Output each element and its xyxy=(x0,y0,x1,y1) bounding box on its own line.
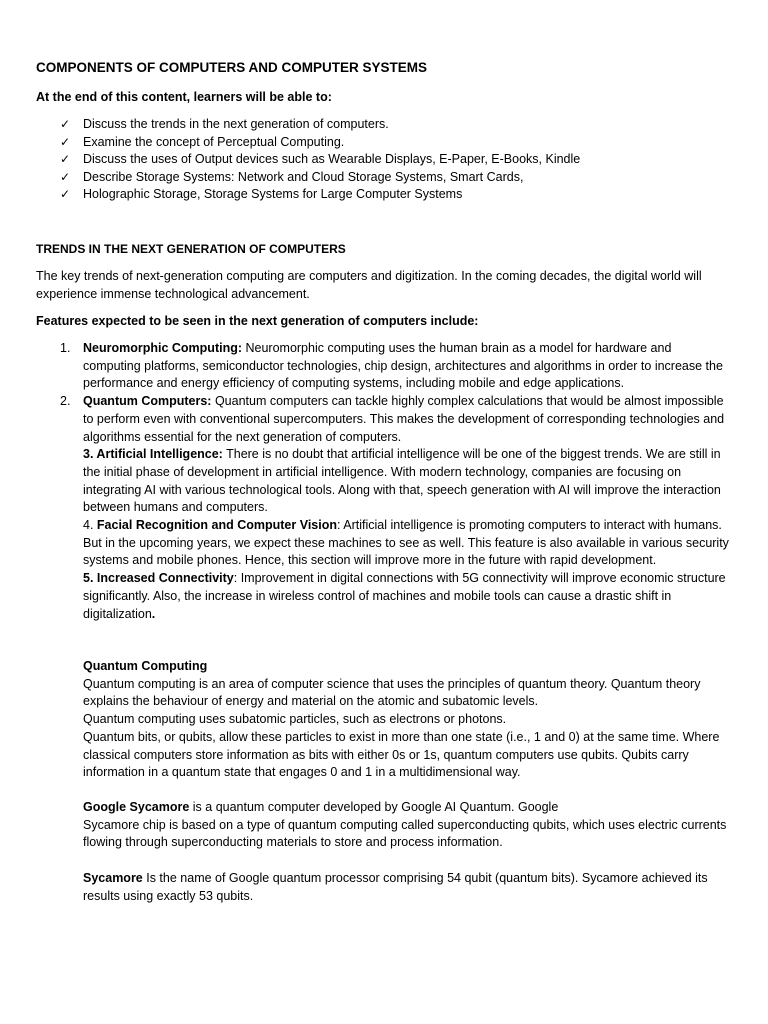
checkmark-icon: ✓ xyxy=(60,152,71,167)
paragraph: Quantum computing uses subatomic particles, such as electrons or photons. xyxy=(83,712,507,727)
list-item xyxy=(60,340,732,393)
list-item xyxy=(60,134,760,152)
paragraph: Sycamore chip is based on a type of quantum computing called superconducting qubits, which uses electric currents flowing through superconducting materials to store and process information. xyxy=(83,817,727,850)
checkmark-icon: ✓ xyxy=(60,169,71,184)
term: Google Sycamore xyxy=(83,800,190,814)
item-end: . xyxy=(151,606,156,621)
item-text: : Artificial intelligence is promoting computers to interact with humans. But in the upcoming years, we expect these machines to see as well. This feature is also available in various security systems and mobile phones. Hence, this section will improve more in the future with rapid development. xyxy=(83,518,729,568)
paragraph: is a quantum computer developed by Google AI Quantum. Google xyxy=(189,800,559,814)
item-text: Neuromorphic computing uses the human brain as a model for hardware and computing platforms, semiconductor technologies, chip design, architectures and algorithms in order to increase the performance and energy efficiency of computing systems, including mobile and edge applications. xyxy=(83,341,723,391)
list-item xyxy=(60,116,760,134)
objective-text: Discuss the uses of Output devices such as Wearable Displays, E-Paper, E-Books, Kindle xyxy=(83,152,581,167)
objective-text: Examine the concept of Perceptual Computing. xyxy=(83,134,345,149)
item-title: 3. Artificial Intelligence: xyxy=(83,447,223,462)
list-item xyxy=(60,186,760,204)
list-item xyxy=(60,446,732,517)
checkmark-icon: ✓ xyxy=(60,117,71,131)
list-item xyxy=(60,169,760,187)
item-number: 2. xyxy=(60,394,71,409)
paragraph: Is the name of Google quantum processor comprising 54 qubit (quantum bits). Sycamore achieved its results using exactly 53 qubits. xyxy=(83,871,708,903)
page-title: COMPONENTS OF COMPUTERS AND COMPUTER SYSTEMS xyxy=(36,60,428,75)
checkmark-icon: ✓ xyxy=(60,187,71,202)
objectives-list xyxy=(60,116,760,204)
item-prefix: 4. xyxy=(83,518,97,533)
item-text: : Improvement in digital connections with 5G connectivity will improve economic structure significantly. Also, the increase in wireless control of machines and mobile tools can cause a drastic shift in digitalization xyxy=(83,571,726,621)
item-title: 5. Increased Connectivity xyxy=(83,571,234,586)
item-text: There is no doubt that artificial intelligence will be one of the biggest trends. We are still in the initial phase of development in artificial intelligence. With modern technology, companies are focusing on integrating AI with various technological tools. Along with that, speech generation with AI will improve the interaction between humans and computers. xyxy=(83,447,721,515)
sycamore-section xyxy=(83,870,733,905)
features-heading: Features expected to be seen in the next generation of computers include: xyxy=(36,314,479,328)
objective-text: Discuss the trends in the next generation of computers. xyxy=(83,117,389,131)
item-number: 1. xyxy=(60,341,71,355)
item-title: Neuromorphic Computing: xyxy=(83,341,243,355)
item-title: Facial Recognition and Computer Vision xyxy=(96,518,337,533)
list-item xyxy=(60,393,732,446)
list-item xyxy=(60,517,732,570)
list-item xyxy=(60,151,760,169)
checkmark-icon: ✓ xyxy=(60,134,71,149)
objectives-intro: At the end of this content, learners will be able to: xyxy=(36,90,332,104)
objective-text: Holographic Storage, Storage Systems for Large Computer Systems xyxy=(83,187,463,202)
paragraph: Quantum computing is an area of computer science that uses the principles of quantum theory. Quantum theory explains the behaviour of energy and material on the atomic and subatomic levels. xyxy=(83,676,701,709)
section-heading: Quantum Computing xyxy=(83,659,208,673)
trends-paragraph: The key trends of next-generation computing are computers and digitization. In the coming decades, the digital world will experience immense technological advancement. xyxy=(36,269,702,301)
term: Sycamore xyxy=(83,871,143,885)
objective-text: Describe Storage Systems: Network and Cloud Storage Systems, Smart Cards, xyxy=(83,169,524,184)
trends-heading: TRENDS IN THE NEXT GENERATION OF COMPUTERS xyxy=(36,242,346,256)
features-list xyxy=(60,340,732,623)
item-text: Quantum computers can tackle highly complex calculations that would be almost impossible to perform even with conventional supercomputers. This makes the development of corresponding technologies and algorithms essential for the next generation of computers. xyxy=(83,394,725,444)
item-title: Quantum Computers: xyxy=(83,394,212,409)
google-sycamore-section xyxy=(83,799,733,852)
paragraph: Quantum bits, or qubits, allow these particles to exist in more than one state (i.e., 1 and 0) at the same time. Where classical computers store information as bits with either 0s or 1s, quantum computers use qubits. Qubits carry information in a quantum state that engages 0 and 1 in a multidimensional way. xyxy=(83,729,720,780)
list-item xyxy=(60,570,732,623)
quantum-computing-section xyxy=(83,658,733,782)
